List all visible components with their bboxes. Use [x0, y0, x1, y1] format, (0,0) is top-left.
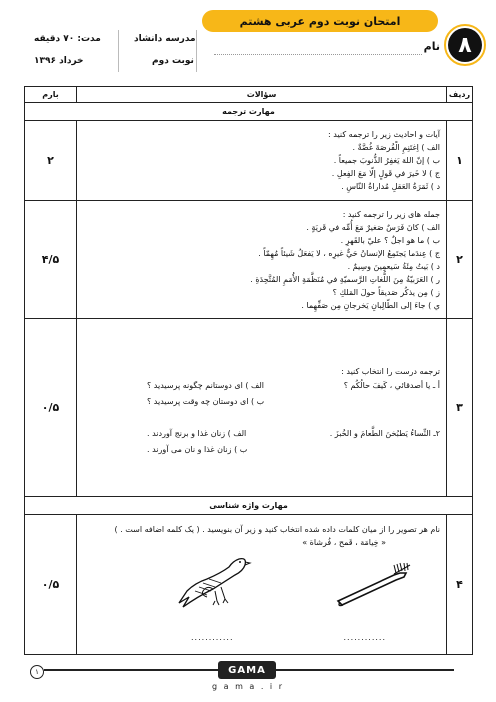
question-line: الف ) كانَ فَرَسٌ صَغيرٌ مَعَ أُمِّه في قَريَةٍ .: [306, 222, 440, 232]
question-row: [25, 515, 473, 655]
question-row: [25, 319, 473, 497]
question-line: ز ) مِن يذكُر صَديقاً حولَ المَلكِ ؟: [332, 287, 440, 297]
question-line: ٢ـ النِّساءُ يَطبُخنَ الطَّعامَ و الخُبزَ .: [329, 429, 440, 438]
exam-turn: نوبت دوم: [152, 56, 194, 66]
answer-option[interactable]: الف ) ای دوستانم چگونه پرسیدید ؟: [147, 381, 264, 390]
exam-header: [24, 6, 480, 76]
grade-badge: ۸: [448, 28, 482, 62]
exam-date: خرداد ۱۳۹۶: [34, 56, 84, 66]
question-body: [77, 319, 447, 497]
answer-option[interactable]: ب ) زنان غذا و نان می آورند .: [147, 445, 248, 454]
footer-url[interactable]: g a m a . i r: [212, 682, 284, 691]
section-vocabulary: مهارت واژه شناسی: [25, 497, 473, 515]
answer-blank[interactable]: ............: [343, 633, 386, 642]
col-header-questions: سؤالات: [77, 87, 447, 103]
page-number: ۱: [30, 665, 44, 679]
exam-duration: مدت: ۷۰ دقیقه: [34, 34, 101, 44]
question-line: جمله های زیر را ترجمه کنید :: [342, 209, 440, 219]
student-name-label: نام: [423, 40, 440, 53]
question-line: « خِيامَة ، قَمح ، فُرشاة »: [302, 538, 386, 547]
question-line: نام هر تصویر را از میان کلمات داده شده انتخاب کنید و زیر آن بنویسید . ( یک کلمه اضافه است . ): [114, 525, 440, 534]
question-number: ۲: [447, 201, 473, 319]
col-header-score: بارم: [25, 87, 77, 103]
question-number: ۳: [447, 319, 473, 497]
answer-option[interactable]: ب ) ای دوستان چه وقت پرسیدید ؟: [147, 397, 265, 406]
question-body: [77, 201, 447, 319]
question-score: ۴/۵: [25, 201, 77, 319]
question-line: آیات و احادیث زیر را ترجمه کنید :: [328, 130, 440, 139]
exam-title: امتحان نوبت دوم عربی هشتم: [202, 10, 438, 32]
question-line: ر ) العَرَبيّةُ مِنَ اللُّغاتِ الرَّسميّةِ في مُنَظَّمَةِ الأُمَمِ المُتَّحِدَةِ .: [250, 274, 440, 284]
question-line: ي ) جاءَ إلى الطّالِبانِ يَخرجانِ مِن صَفِّهِما .: [301, 300, 440, 310]
school-name: مدرسه دانشاد: [134, 34, 196, 44]
header-divider: [196, 30, 197, 72]
question-line: الف ) اِغتَنِمِ الْفُرصَةَ غُصَّةٌ .: [352, 143, 440, 152]
question-body: [77, 121, 447, 201]
toothbrush-picture: [334, 561, 420, 609]
question-line: د ) ثَمَرَةُ العَقلِ مُداراةُ النّاسِ .: [341, 182, 440, 191]
question-row: [25, 121, 473, 201]
bird-picture: [173, 553, 253, 613]
question-score: ۲: [25, 121, 77, 201]
header-divider: [118, 30, 119, 72]
section-row: [25, 497, 473, 515]
question-row: [25, 201, 473, 319]
question-score: ۰/۵: [25, 515, 77, 655]
question-body: [77, 515, 447, 655]
question-line: أ ـ يا أصدقائي ، كَيفَ حالُكُم ؟: [343, 381, 440, 390]
question-line: ج ) عِندَما يَجتَمِعُ الإنسانُ حَيٌّ غيرِه ، لا يَفعَلُ شَيئاً مُهِمّاً .: [258, 248, 440, 258]
gama-logo: GAMA: [218, 661, 276, 679]
question-score: ۰/۵: [25, 319, 77, 497]
answer-blank[interactable]: ............: [191, 633, 234, 642]
col-header-row: ردیف: [447, 87, 473, 103]
exam-table: [24, 86, 473, 655]
student-name-field[interactable]: [214, 54, 422, 55]
question-number: ۴: [447, 515, 473, 655]
answer-option[interactable]: الف ) زنان غذا و برنج آوردند .: [147, 429, 247, 438]
question-line: ج ) لا خَيرَ في قَولٍ إلّا مَعَ الفِعلِ .: [331, 169, 440, 178]
question-line: ترجمه درست را انتخاب کنید :: [341, 367, 440, 376]
section-translation: مهارت ترجمه: [25, 103, 473, 121]
question-line: ب ) إنّ اللهَ يَغفِرُ الذُّنوبَ جميعاً .: [333, 156, 440, 165]
question-number: ۱: [447, 121, 473, 201]
question-line: د ) بَيتُ مِئَةُ سَيعمِينَ وسِيمٌ .: [347, 261, 440, 271]
section-row: [25, 103, 473, 121]
table-header-row: [25, 87, 473, 103]
question-line: ب ) ما هو اجلٌ ؟ عليّ بالقَهرِ .: [340, 235, 440, 245]
